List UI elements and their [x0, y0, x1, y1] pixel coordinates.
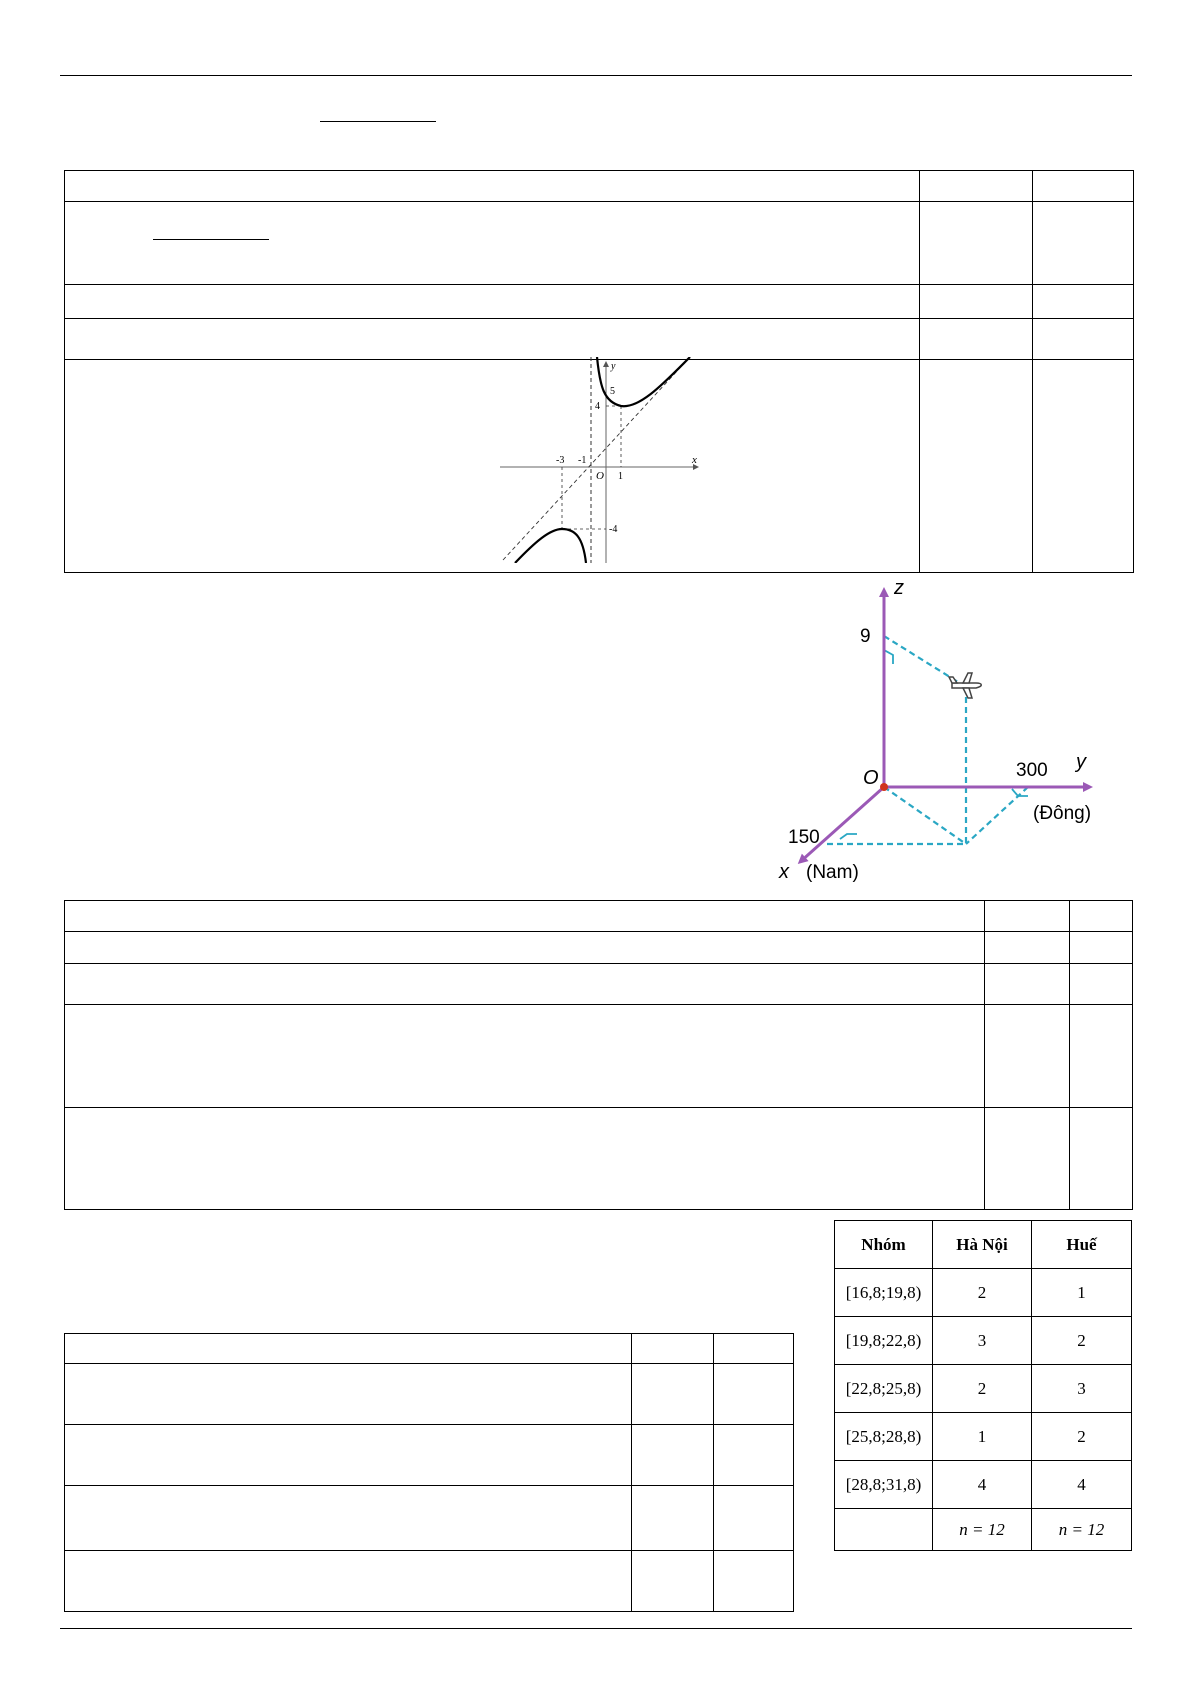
- function-graph: [500, 357, 710, 563]
- header-rule: [60, 75, 1132, 76]
- header-hue: Huế: [1032, 1221, 1132, 1269]
- total-label-cell: [835, 1509, 933, 1551]
- hanoi-cell: 2: [933, 1269, 1032, 1317]
- graph-y-label: y: [611, 361, 616, 372]
- answer-table-3: [64, 1333, 794, 1612]
- origin-point: [880, 783, 888, 791]
- header-group: Nhóm: [835, 1221, 933, 1269]
- total-hue: n = 12: [1032, 1509, 1132, 1551]
- interval-cell: [19,8;22,8): [835, 1317, 933, 1365]
- interval-cell: [25,8;28,8): [835, 1413, 933, 1461]
- table-row: [65, 202, 1134, 285]
- table-row: [65, 1334, 794, 1364]
- hanoi-cell: 3: [933, 1317, 1032, 1365]
- table-row: [835, 1413, 1132, 1461]
- hanoi-cell: 1: [933, 1413, 1032, 1461]
- y-axis-label-3d: y: [1076, 751, 1086, 773]
- lower-branch-curve: [515, 529, 586, 563]
- table-row: [65, 932, 1133, 964]
- z-axis-label: z: [894, 577, 904, 599]
- table-header-row: [835, 1221, 1132, 1269]
- table-row: [65, 1425, 794, 1486]
- table-row: [65, 964, 1133, 1005]
- x-axis-3d: [800, 787, 884, 862]
- table-row: [835, 1317, 1132, 1365]
- graph-tick-neg3: -3: [556, 455, 565, 466]
- hue-cell: 3: [1032, 1365, 1132, 1413]
- x-value-label: 150: [788, 827, 820, 848]
- y-value-label: 300: [1016, 760, 1048, 781]
- right-angle-marks: [840, 650, 1028, 839]
- total-row: [835, 1509, 1132, 1551]
- graph-tick-neg1: -1: [578, 455, 587, 466]
- title-underline: [320, 121, 436, 122]
- table-row: [65, 1364, 794, 1425]
- hue-cell: 2: [1032, 1317, 1132, 1365]
- total-hanoi: n = 12: [933, 1509, 1032, 1551]
- graph-tick-1: 1: [618, 471, 623, 482]
- oblique-asymptote: [503, 357, 690, 560]
- interval-cell: [28,8;31,8): [835, 1461, 933, 1509]
- interval-cell: [22,8;25,8): [835, 1365, 933, 1413]
- graph-tick-neg4: -4: [609, 524, 618, 535]
- hue-cell: 2: [1032, 1413, 1132, 1461]
- x-axis-label-3d: x: [779, 861, 789, 883]
- table-row: [65, 319, 1134, 360]
- statement-underline: [153, 239, 269, 240]
- answer-table-2: [64, 900, 1133, 1210]
- table-row: [65, 285, 1134, 319]
- z-value-label: 9: [860, 626, 871, 647]
- hue-cell: 1: [1032, 1269, 1132, 1317]
- frequency-table: [834, 1220, 1132, 1551]
- table-row: [835, 1365, 1132, 1413]
- graph-tick-4: 4: [595, 401, 600, 412]
- hue-cell: 4: [1032, 1461, 1132, 1509]
- table-row: [835, 1269, 1132, 1317]
- table-row: [65, 1551, 794, 1612]
- x-direction-label: (Nam): [806, 862, 859, 883]
- table-row: [65, 171, 1134, 202]
- table-row: [65, 1005, 1133, 1108]
- table-row: [835, 1461, 1132, 1509]
- airplane-icon: [949, 673, 981, 698]
- table-row: [65, 1486, 794, 1551]
- graph-tick-5: 5: [610, 386, 615, 397]
- origin-label-3d: O: [863, 767, 879, 789]
- hanoi-cell: 4: [933, 1461, 1032, 1509]
- footer-rule: [60, 1628, 1132, 1629]
- graph-origin-label: O: [596, 470, 604, 482]
- interval-cell: [16,8;19,8): [835, 1269, 933, 1317]
- coordinate-figure: [760, 572, 1110, 890]
- y-direction-label: (Đông): [1033, 803, 1092, 824]
- table-row: [65, 1108, 1133, 1210]
- hanoi-cell: 2: [933, 1365, 1032, 1413]
- table-row: [65, 901, 1133, 932]
- graph-x-label: x: [692, 454, 697, 466]
- header-hanoi: Hà Nội: [933, 1221, 1032, 1269]
